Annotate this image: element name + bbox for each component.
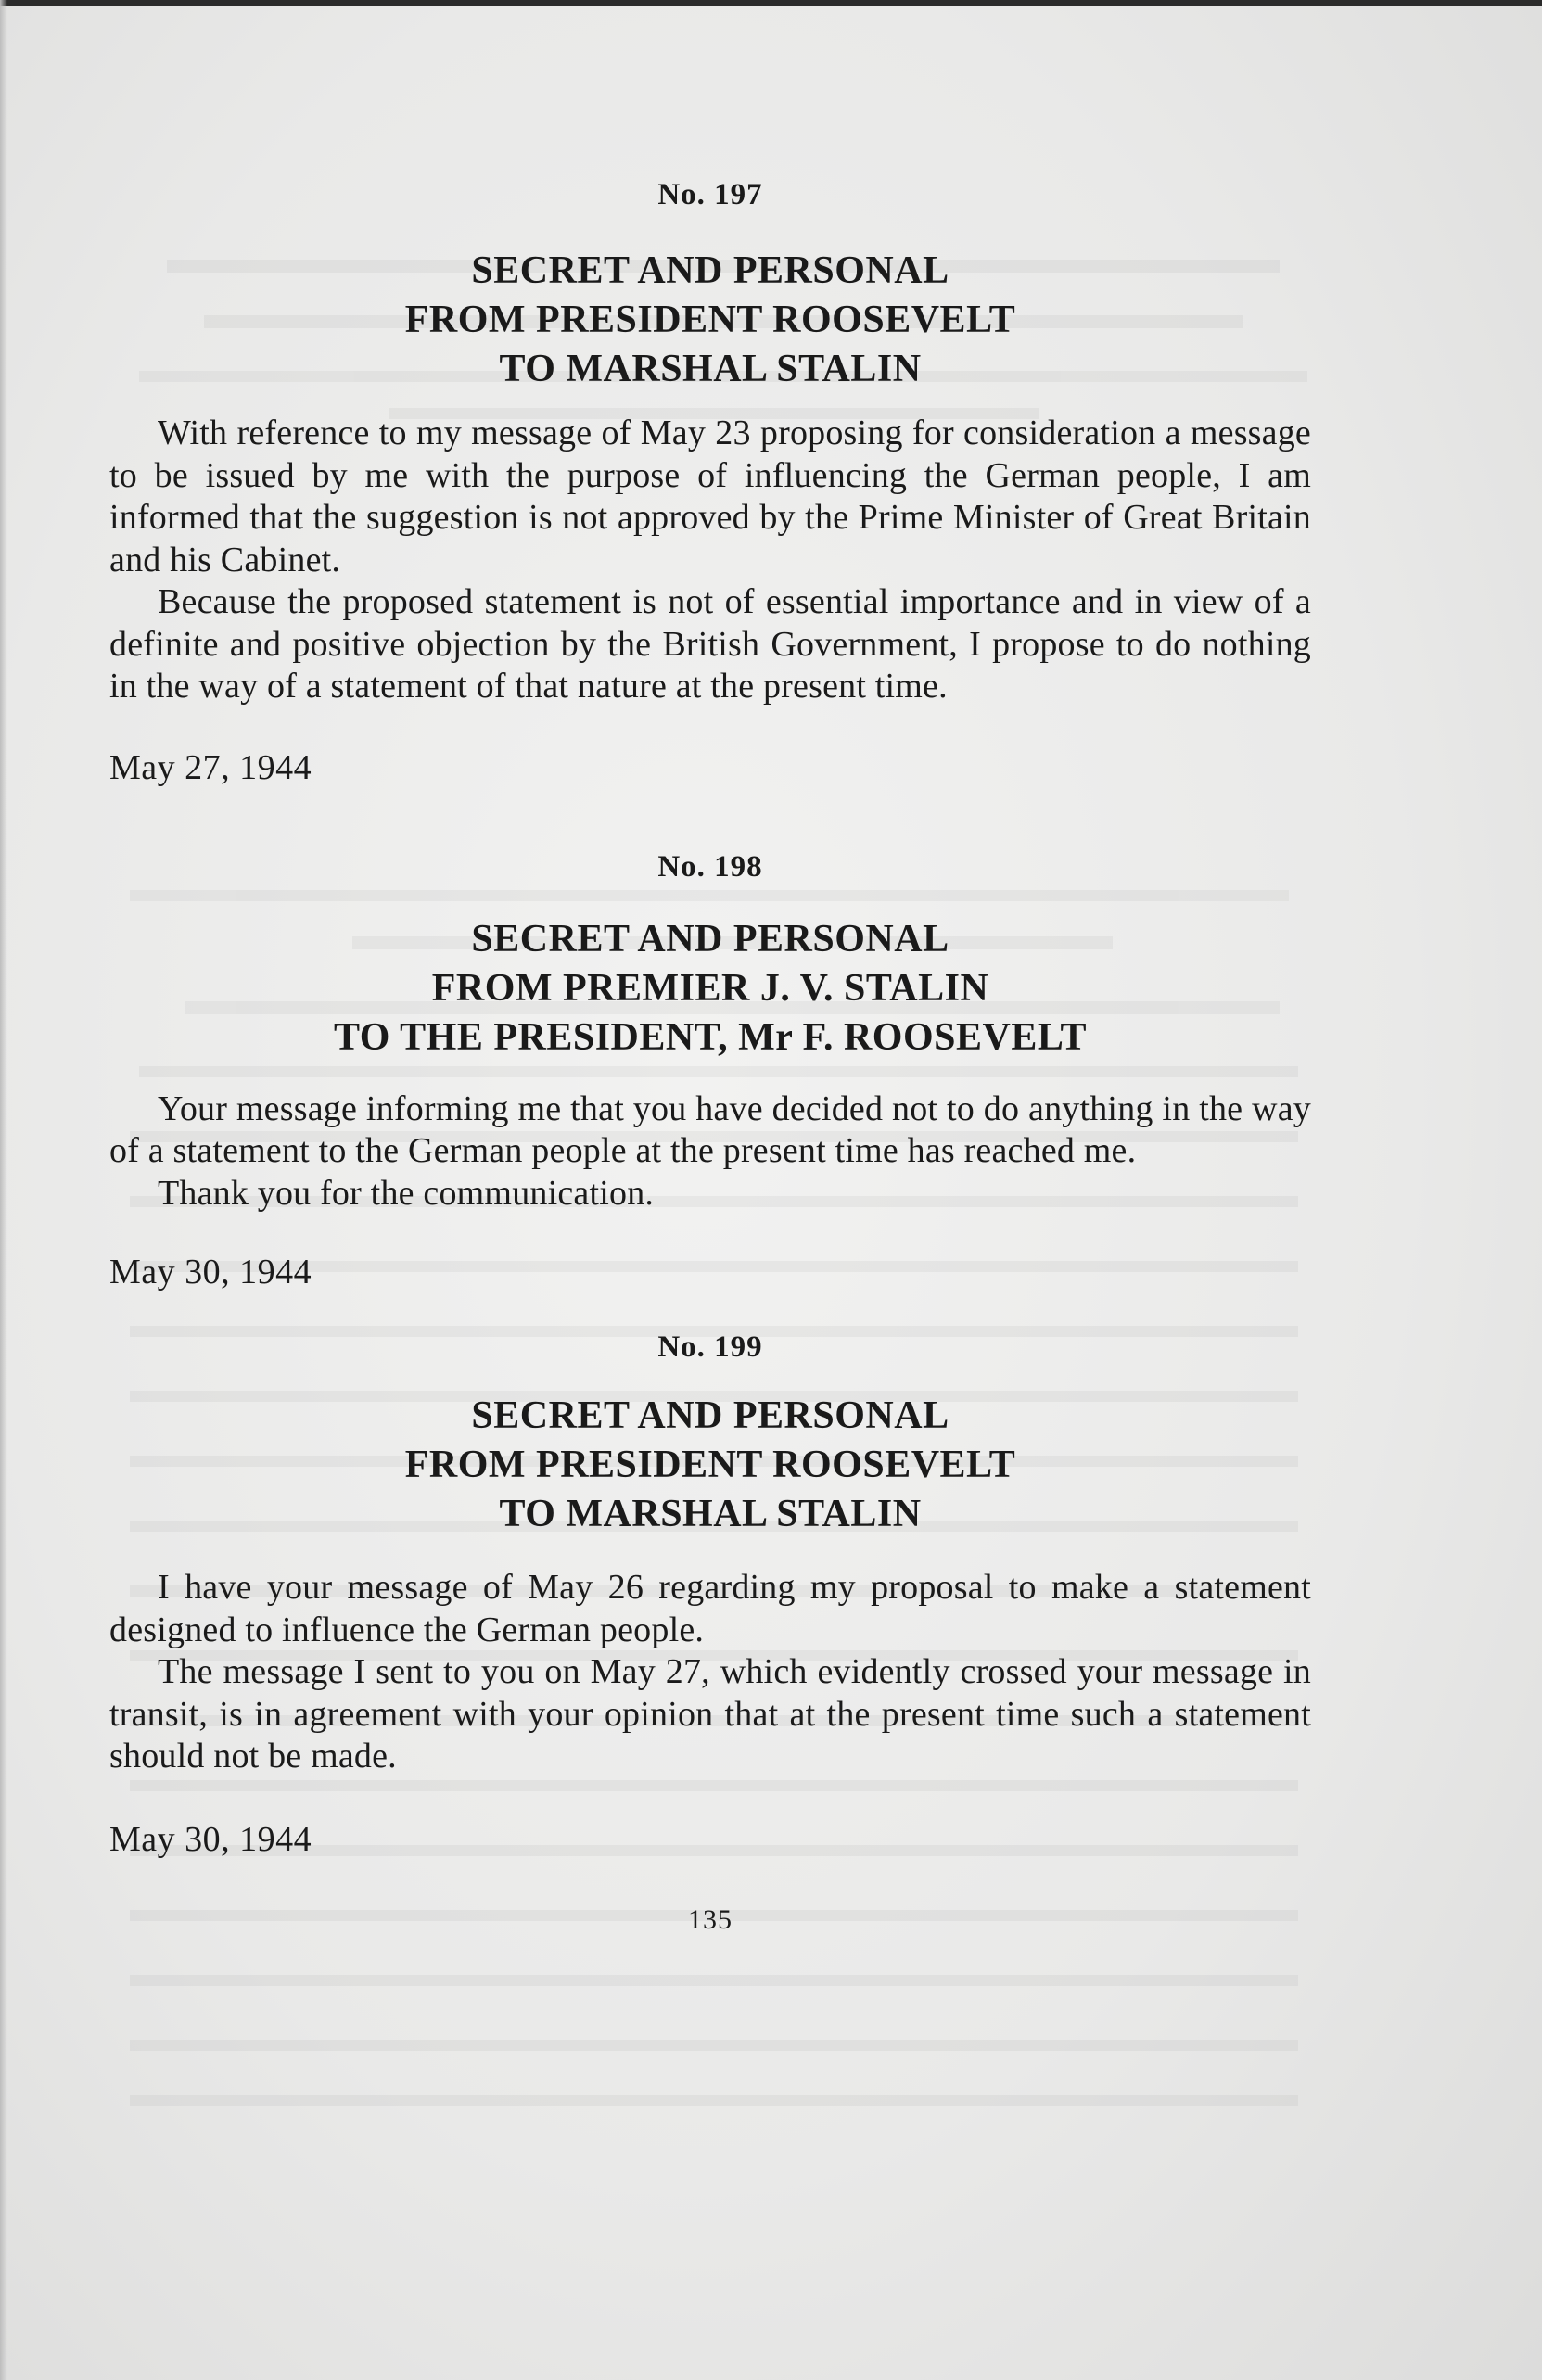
document-date: May 30, 1944 (109, 1253, 312, 1292)
page-left-shadow (0, 0, 7, 2380)
document-title-line-2: FROM PRESIDENT ROOSEVELT (404, 1444, 1016, 1486)
document-date: May 27, 1944 (109, 747, 312, 787)
document-paragraph: I have your message of May 26 regarding my proposal to make a statement designed to influence the German people. (109, 1568, 1311, 1649)
document-title-line-3: TO MARSHAL STALIN (499, 1493, 922, 1535)
document-title-line-3: TO THE PRESIDENT, Mr F. ROOSEVELT (333, 1015, 1088, 1059)
page-number: 135 (688, 1903, 733, 1935)
document-number: No. 198 (657, 849, 763, 884)
document-197 (109, 176, 1311, 789)
document-198 (109, 848, 1311, 1294)
document-title-line-3: TO MARSHAL STALIN (499, 348, 922, 390)
page-top-edge (0, 0, 1542, 6)
document-number: No. 199 (657, 1330, 763, 1364)
document-title-line-1: SECRET AND PERSONAL (471, 249, 949, 292)
document-title-line-1: SECRET AND PERSONAL (471, 1394, 949, 1437)
document-title-line-2: FROM PREMIER J. V. STALIN (431, 966, 989, 1010)
document-paragraph: The message I sent to you on May 27, which evidently crossed your message in transit, is in agreement with your opinion that at the present time such a statement should not be made. (109, 1652, 1311, 1775)
document-paragraph: With reference to my message of May 23 proposing for consideration a message to be issued by me with the purpose of influencing the German people, I am informed that the suggestion is not approved by the Prime Minister of Great Britain and his Cabinet. (109, 414, 1311, 579)
document-title-line-2: FROM PRESIDENT ROOSEVELT (404, 299, 1016, 341)
document-199 (109, 1329, 1311, 1861)
document-title-line-1: SECRET AND PERSONAL (471, 917, 949, 961)
document-paragraph: Your message informing me that you have decided not to do anything in the way of a statement to the German people at the present time has reached me. (109, 1088, 1311, 1170)
page-content (109, 176, 1311, 1937)
document-date: May 30, 1944 (109, 1819, 312, 1859)
document-number: No. 197 (657, 178, 763, 211)
document-paragraph: Because the proposed statement is not of essential importance and in view of a definite and positive objection by the British Government, I propose to do nothing in the way of a statement of that nature at the present time. (109, 582, 1311, 706)
document-paragraph: Thank you for the communication. (158, 1173, 655, 1213)
